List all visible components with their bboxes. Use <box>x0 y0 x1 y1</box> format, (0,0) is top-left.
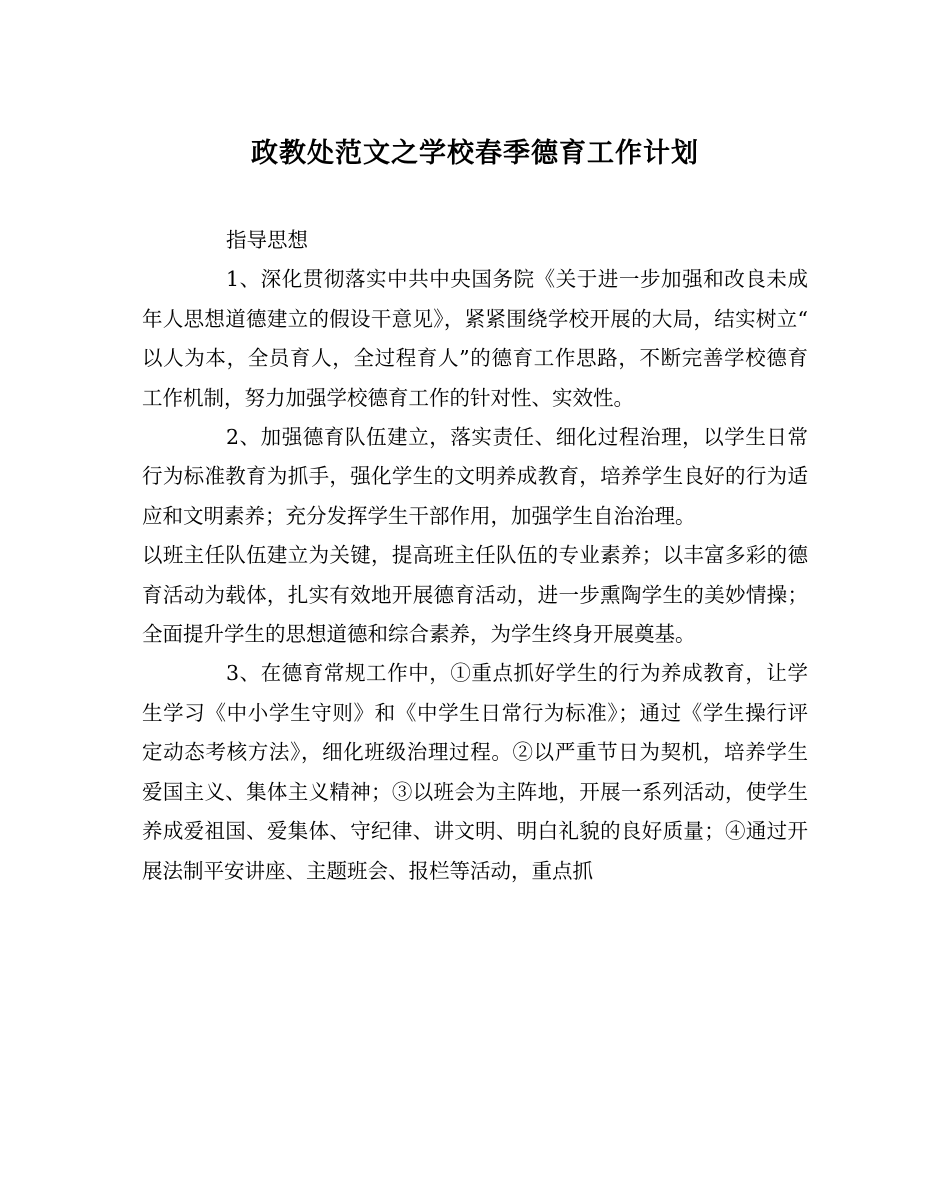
document-title: 政教处范文之学校春季德育工作计划 <box>251 138 699 169</box>
section-heading-guiding-thought: 指导思想 <box>226 228 308 252</box>
paragraph-1: 1、深化贯彻落实中共中央国务院《关于进一步加强和改良未成年人思想道德建立的假设干意见》，紧紧围绕学校开展的大局，结实树立“ 以人为本，全员育人，全过程育人”的德育工作思路，不断完善学校德育工作机制，努力加强学校德育工作的针对性、实效性。 <box>142 267 808 410</box>
paragraph-2-continued: 以班主任队伍建立为关键，提高班主任队伍的专业素养；以丰富多彩的德育活动为载体，扎实有效地开展德育活动，进一步熏陶学生的美妙情操；全面提升学生的思想道德和综合素养，为学生终身开展奠基。 <box>142 543 808 647</box>
paragraph-3: 3、在德育常规工作中，①重点抓好学生的行为养成教育，让学生学习《中小学生守则》和《中学生日常行为标准》；通过《学生操行评定动态考核方法》，细化班级治理过程。②以严重节日为契机，培养学生爱国主义、集体主义精神；③以班会为主阵地，开展一系列活动，使学生养成爱祖国、爱集体、守纪律、讲文明、明白礼貌的良好质量；④通过开展法制平安讲座、主题班会、报栏等活动，重点抓 <box>142 661 808 883</box>
document-body <box>142 221 808 891</box>
paragraph-2: 2、加强德育队伍建立，落实责任、细化过程治理，以学生日常行为标准教育为抓手，强化学生的文明养成教育，培养学生良好的行为适应和文明素养；充分发挥学生干部作用，加强学生自治治理。 <box>142 425 808 528</box>
